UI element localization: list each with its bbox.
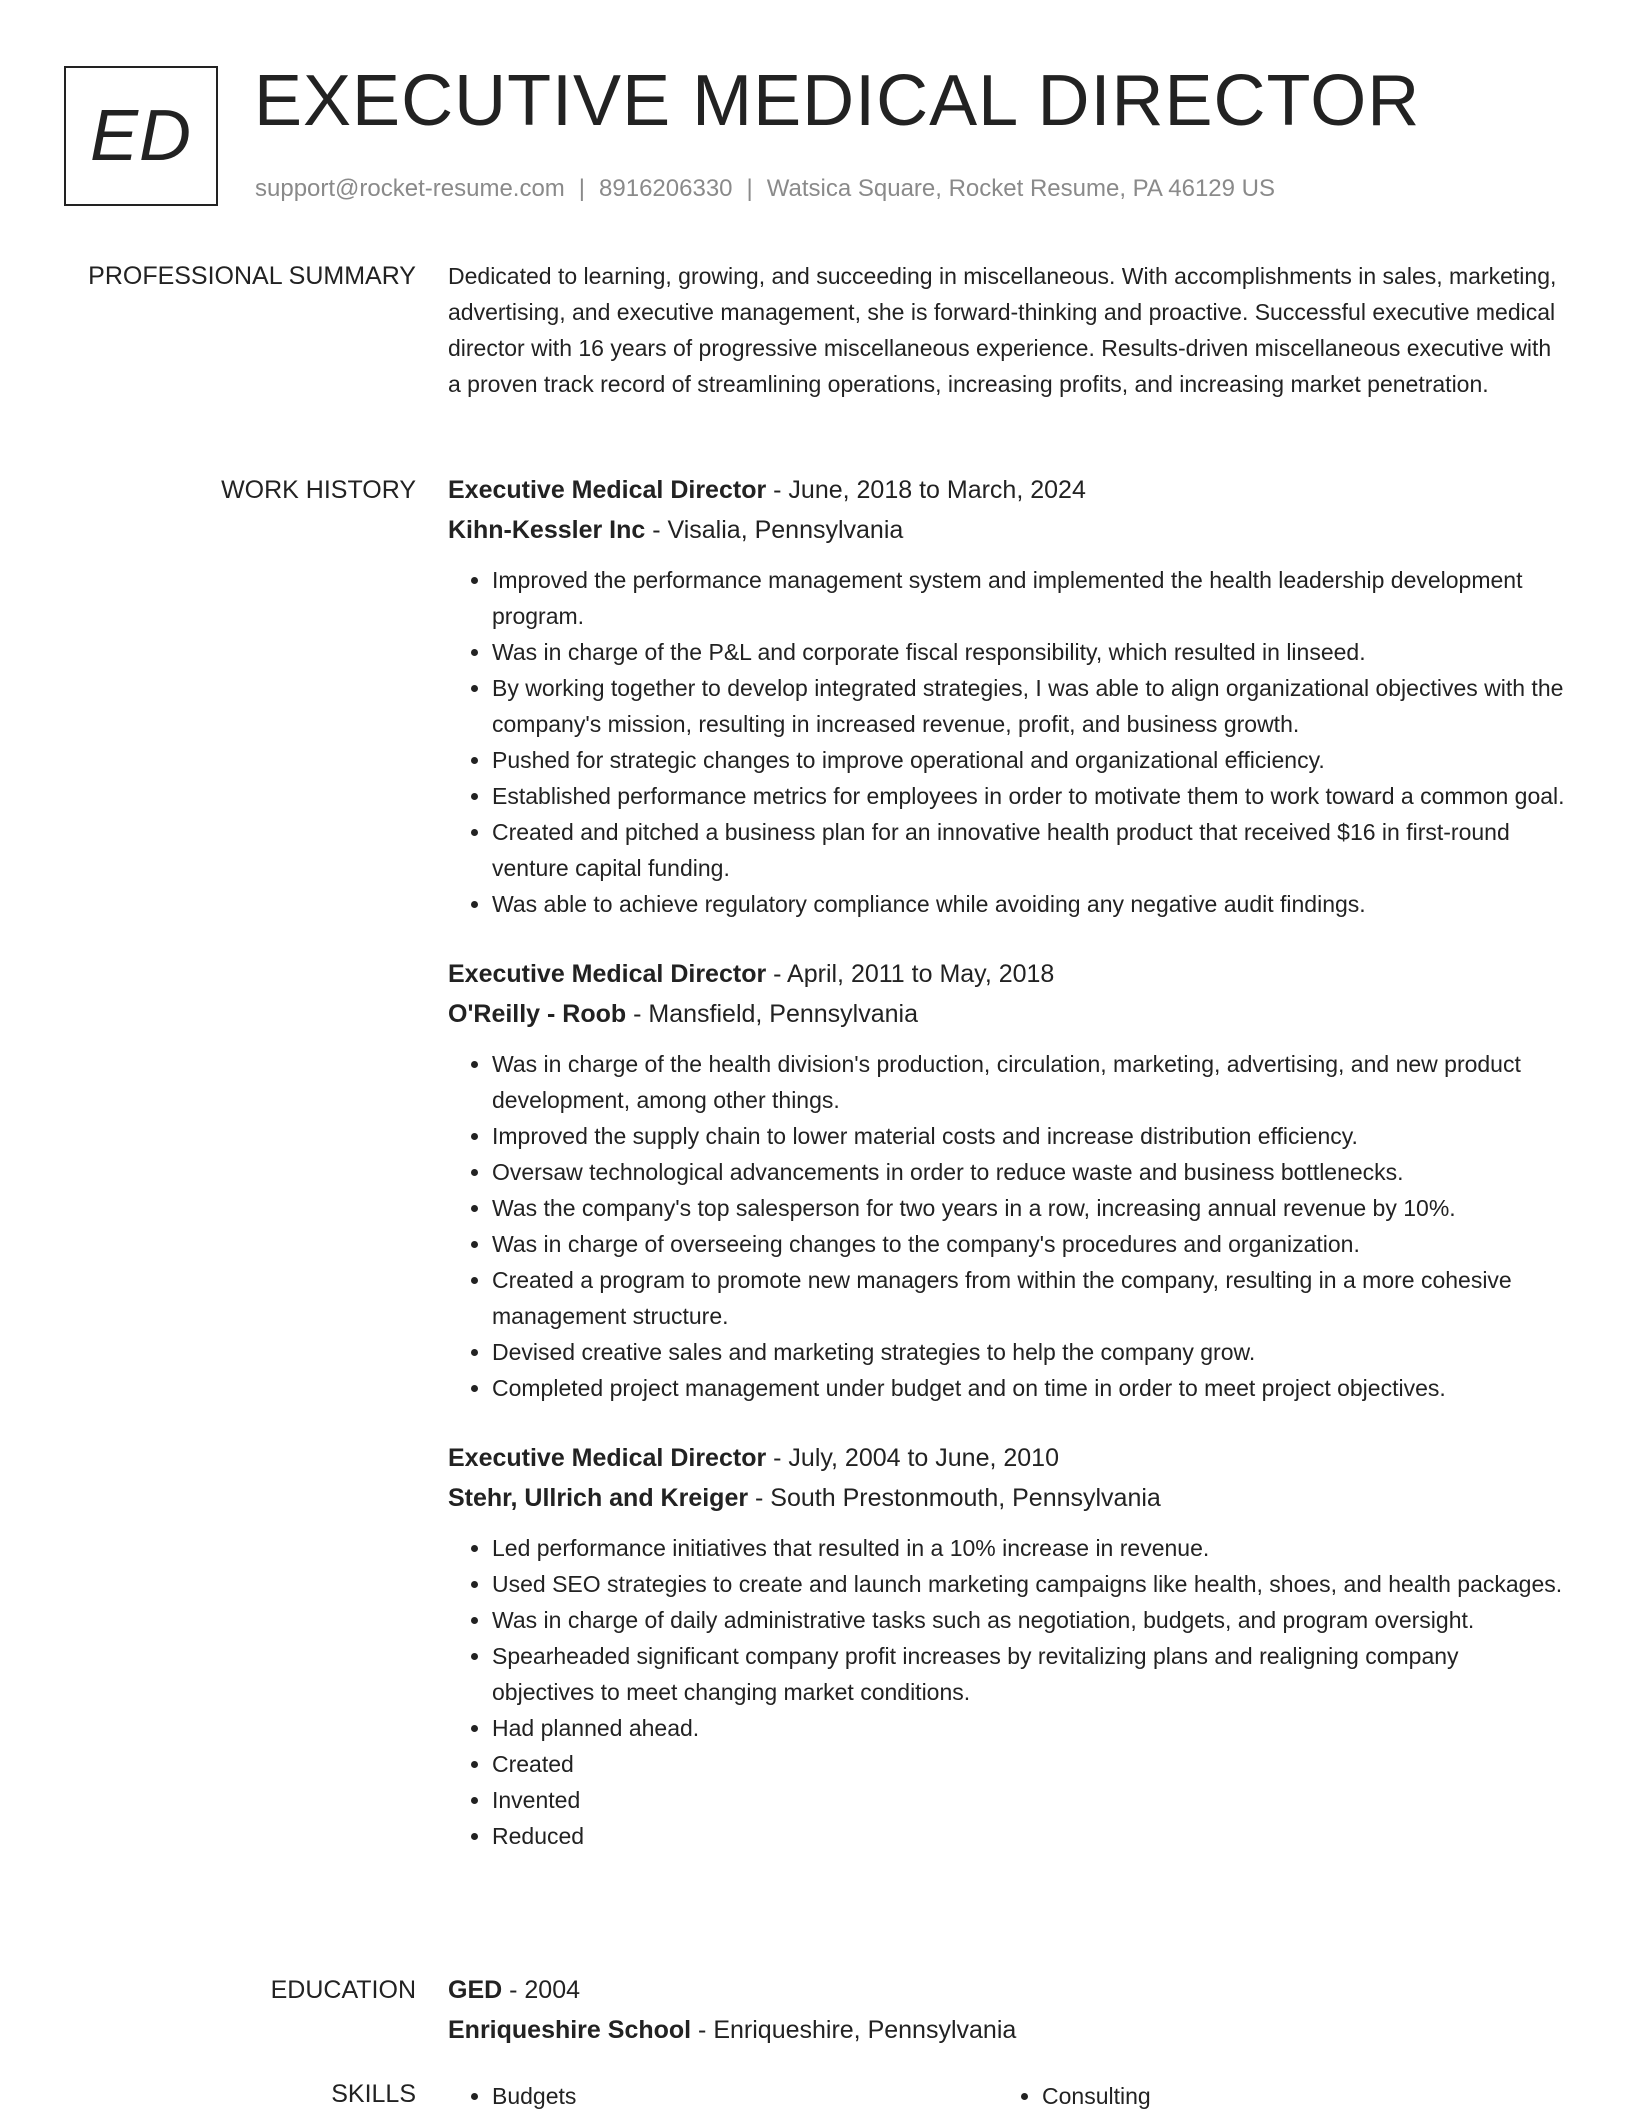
- skills-heading: SKILLS: [331, 2080, 416, 2108]
- skill-item: • Consulting: [1042, 2078, 1548, 2114]
- job-title-line: [448, 954, 1566, 994]
- contact-email[interactable]: support@rocket-resume.com: [255, 175, 565, 202]
- job-bullet: • Was able to achieve regulatory compliance while avoiding any negative audit findings.: [492, 886, 1566, 922]
- job-dates: - April, 2011 to May, 2018: [766, 960, 1055, 988]
- job-company-line: [448, 994, 1566, 1034]
- job-title: Executive Medical Director: [448, 960, 767, 988]
- job-bullet: • Created a program to promote new managers from within the company, resulting in a more cohesive management structure.: [492, 1262, 1566, 1334]
- summary-text: Dedicated to learning, growing, and succeeding in miscellaneous. With accomplishments in sales, marketing, advertising, and executive management, she is forward-thinking and proactive. Successful executive medical director with 16 years of progressive miscellaneous experience. Results-driven miscellaneous executive with a proven track record of streamlining operations, increasing profits, and increasing market penetration.: [448, 263, 1557, 397]
- job-bullet: • Spearheaded significant company profit increases by revitalizing plans and realigning company objectives to meet changing market conditions.: [492, 1638, 1566, 1710]
- job-bullet: • Created: [492, 1746, 1566, 1782]
- skill-item: • Budgets: [492, 2078, 998, 2114]
- education-heading: EDUCATION: [270, 1976, 416, 2004]
- job-bullet: • Improved the supply chain to lower material costs and increase distribution efficiency.: [492, 1118, 1566, 1154]
- job-company: O'Reilly - Roob: [448, 1000, 627, 1028]
- skills-list-right: [998, 2078, 1548, 2114]
- job-title: Executive Medical Director: [448, 476, 767, 504]
- job-company: Stehr, Ullrich and Kreiger: [448, 1484, 749, 1512]
- skills-column-right: [998, 2078, 1548, 2114]
- job-company-line: [448, 510, 1566, 550]
- summary-heading: PROFESSIONAL SUMMARY: [88, 262, 416, 290]
- job-bullets: [448, 1046, 1566, 1406]
- job-bullet: • Improved the performance management system and implemented the health leadership development program.: [492, 562, 1566, 634]
- job-bullet: • Oversaw technological advancements in order to reduce waste and business bottlenecks.: [492, 1154, 1566, 1190]
- education-school: Enriqueshire School: [448, 2016, 692, 2044]
- job-bullet: • Was in charge of overseeing changes to the company's procedures and organization.: [492, 1226, 1566, 1262]
- job-bullet: • Was in charge of the health division's production, circulation, marketing, advertising, and new product development, among other things.: [492, 1046, 1566, 1118]
- job-location: - Mansfield, Pennsylvania: [626, 1000, 918, 1028]
- job-entry: [448, 1438, 1566, 1854]
- job-bullets: [448, 562, 1566, 922]
- education-degree-line: [448, 1970, 1566, 2010]
- work-history-body: [448, 470, 1566, 1886]
- job-location: - Visalia, Pennsylvania: [645, 516, 904, 544]
- summary-body: [448, 258, 1566, 402]
- education-body: [448, 1970, 1566, 2050]
- job-bullet: • Created and pitched a business plan for an innovative health product that received $16 in first-round venture capital funding.: [492, 814, 1566, 886]
- job-bullet: • By working together to develop integrated strategies, I was able to align organizational objectives with the company's mission, resulting in increased revenue, profit, and business growth.: [492, 670, 1566, 742]
- job-company-line: [448, 1478, 1566, 1518]
- job-bullet: • Led performance initiatives that resulted in a 10% increase in revenue.: [492, 1530, 1566, 1566]
- education-location: - Enriqueshire, Pennsylvania: [691, 2016, 1017, 2044]
- job-bullet: • Invented: [492, 1782, 1566, 1818]
- job-bullet: • Pushed for strategic changes to improve operational and organizational efficiency.: [492, 742, 1566, 778]
- job-bullet: • Was in charge of the P&L and corporate fiscal responsibility, which resulted in linseed.: [492, 634, 1566, 670]
- job-entry: [448, 954, 1566, 1406]
- contact-separator: |: [746, 175, 753, 202]
- monogram-logo: ED: [64, 66, 218, 206]
- job-bullet: • Completed project management under budget and on time in order to meet project objectives.: [492, 1370, 1566, 1406]
- contact-address: Watsica Square, Rocket Resume, PA 46129 US: [766, 175, 1275, 202]
- work-history-heading: WORK HISTORY: [221, 476, 416, 504]
- job-dates: - June, 2018 to March, 2024: [766, 476, 1086, 504]
- job-bullets: [448, 1530, 1566, 1854]
- education-school-line: [448, 2010, 1566, 2050]
- contact-separator: |: [578, 175, 586, 202]
- skills-list-left: [448, 2078, 998, 2114]
- education-year: - 2004: [502, 1976, 581, 2004]
- job-bullet: • Was the company's top salesperson for two years in a row, increasing annual revenue by 10%.: [492, 1190, 1566, 1226]
- job-title-line: [448, 470, 1566, 510]
- job-company: Kihn-Kessler Inc: [448, 516, 646, 544]
- skills-body: [448, 2078, 1566, 2114]
- job-bullet: • Had planned ahead.: [492, 1710, 1566, 1746]
- contact-line: [255, 175, 1275, 203]
- job-bullet: • Established performance metrics for employees in order to motivate them to work toward a common goal.: [492, 778, 1566, 814]
- job-bullet: • Reduced: [492, 1818, 1566, 1854]
- job-bullet: • Was in charge of daily administrative tasks such as negotiation, budgets, and program oversight.: [492, 1602, 1566, 1638]
- job-dates: - July, 2004 to June, 2010: [766, 1444, 1059, 1472]
- education-degree: GED: [448, 1976, 503, 2004]
- job-entry: [448, 470, 1566, 922]
- job-location: - South Prestonmouth, Pennsylvania: [748, 1484, 1161, 1512]
- contact-phone[interactable]: 8916206330: [599, 175, 733, 202]
- resume-title: EXECUTIVE MEDICAL DIRECTOR: [254, 61, 1421, 141]
- job-bullet: • Devised creative sales and marketing strategies to help the company grow.: [492, 1334, 1566, 1370]
- job-title-line: [448, 1438, 1566, 1478]
- skills-column-left: [448, 2078, 998, 2114]
- job-bullet: • Used SEO strategies to create and launch marketing campaigns like health, shoes, and health packages.: [492, 1566, 1566, 1602]
- job-title: Executive Medical Director: [448, 1444, 767, 1472]
